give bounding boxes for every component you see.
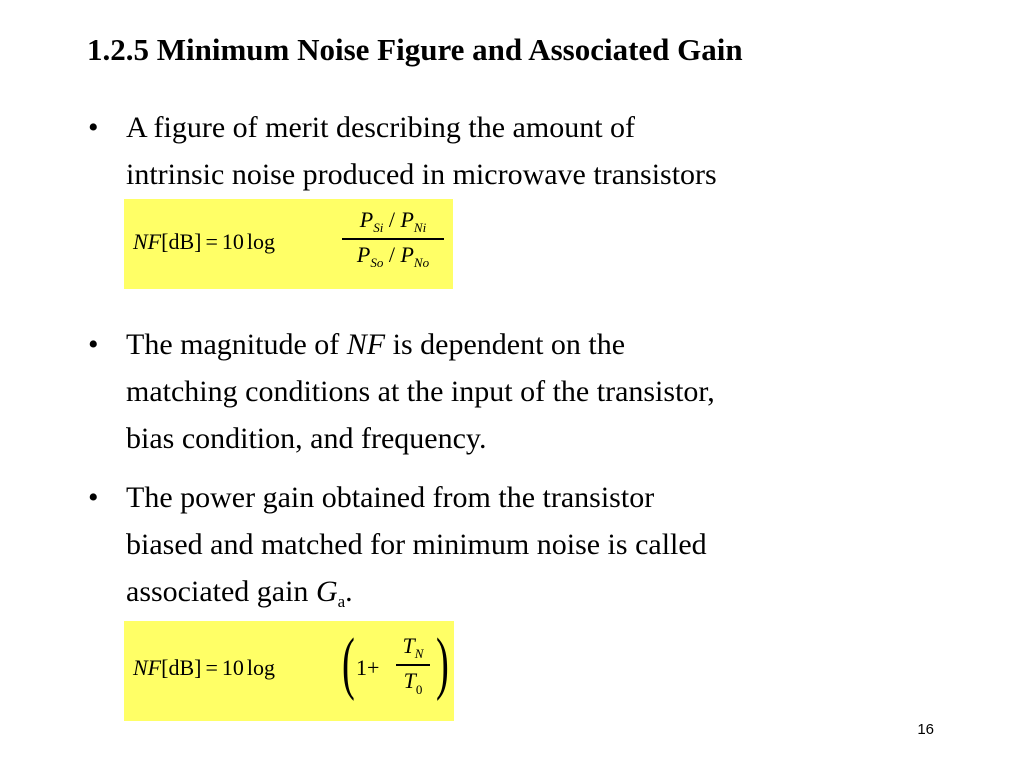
bullet-3-line-3 <box>126 568 707 625</box>
eq1-fraction-bar <box>342 238 444 240</box>
bullet-3-line-2: biased and matched for minimum noise is called <box>126 528 707 561</box>
eq2-left-paren: ( <box>342 625 355 702</box>
eq2-numerator <box>396 633 430 662</box>
eq2-fraction-bar <box>396 664 430 666</box>
eq1-coef: 10 <box>221 229 244 254</box>
eq1-den-sub2: No <box>413 254 430 270</box>
bullet-2-nf-italic: NF <box>346 328 386 361</box>
eq1-num-sub1: Si <box>373 220 384 235</box>
bullet-3-period: . <box>345 575 353 608</box>
bullet-1-line-1: A figure of merit describing the amount of <box>126 111 636 144</box>
eq2-log: log <box>246 655 275 680</box>
bullet-dot: • <box>88 481 99 514</box>
equation-2-fraction <box>396 633 430 698</box>
eq1-den-p1: P <box>356 241 371 267</box>
eq1-den-p2: P <box>400 241 414 267</box>
bullet-3-line-1: The power gain obtained from the transistor <box>126 481 655 514</box>
eq1-num-p1: P <box>359 207 374 232</box>
eq2-denominator <box>396 668 430 698</box>
bullet-3-gain-sub: a <box>337 592 346 611</box>
eq1-num-p2: P <box>400 207 414 232</box>
bullet-2-line-3: bias condition, and frequency. <box>126 422 487 455</box>
eq1-den-slash: / <box>383 241 401 267</box>
bullet-2-text-post: is dependent on the <box>385 328 626 361</box>
eq1-numerator <box>342 207 444 236</box>
eq2-num-sub: N <box>414 646 424 661</box>
bullet-1-line-2: intrinsic noise produced in microwave transistors <box>126 158 717 191</box>
equation-2-box <box>124 621 454 721</box>
eq1-den-sub1: So <box>370 254 384 270</box>
bullet-2-line-2: matching conditions at the input of the transistor, <box>126 375 715 408</box>
eq2-right-paren: ) <box>436 625 449 702</box>
eq1-num-sub2: Ni <box>413 220 427 235</box>
eq1-nf: NF <box>133 229 162 254</box>
eq2-num-t: T <box>402 633 415 658</box>
eq1-equals: = <box>205 229 218 254</box>
bullet-2-line-1 <box>126 321 715 368</box>
equation-1-fraction <box>342 207 444 271</box>
eq1-num-slash: / <box>383 207 401 232</box>
bullet-dot: • <box>88 111 99 144</box>
equation-2-lhs <box>133 655 275 681</box>
eq2-unit: [dB] <box>161 655 202 680</box>
bullet-3-text-pre: associated gain <box>126 575 316 608</box>
equation-1-box <box>124 199 453 289</box>
bullet-2-text-pre: The magnitude of <box>126 328 347 361</box>
bullet-3-gain-var: G <box>315 575 338 608</box>
page-number: 16 <box>917 721 934 738</box>
eq2-nf: NF <box>133 655 162 680</box>
eq2-equals: = <box>205 655 218 680</box>
eq1-unit: [dB] <box>161 229 202 254</box>
eq1-denominator <box>342 242 444 271</box>
eq1-log: log <box>246 229 275 254</box>
eq2-den-sub: 0 <box>415 681 423 697</box>
eq2-one-plus: 1+ <box>356 655 380 680</box>
slide-title: 1.2.5 Minimum Noise Figure and Associated Gain <box>87 32 743 67</box>
eq2-den-t: T <box>403 667 416 693</box>
bullet-dot: • <box>88 328 99 361</box>
eq2-coef: 10 <box>221 655 244 680</box>
equation-1-lhs <box>133 229 275 255</box>
